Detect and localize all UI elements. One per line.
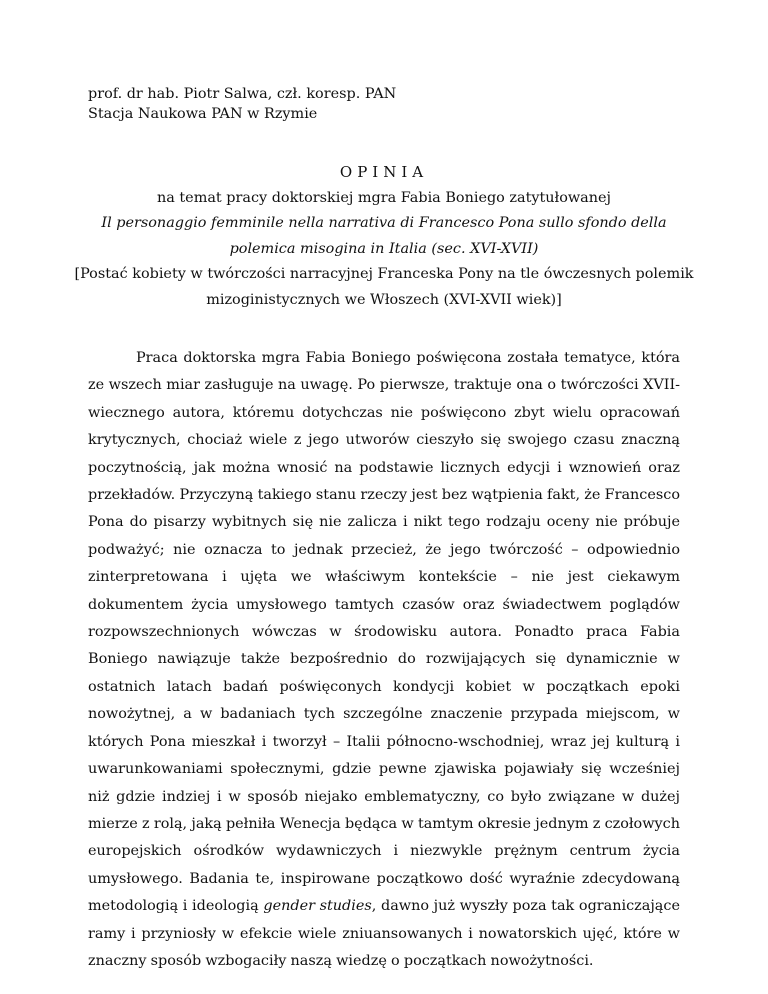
paragraph-text-start: Praca doktorska mgra Fabia Boniego poświęcona została tematyce, która ze wszech miar zasługuje na uwagę. Po pierwsze, traktuje ona o twórczości XVII-wiecznego autora, któremu dotychczas nie poświęcono zbyt wielu opracowań krytycznych, chociaż wiele z jego utworów cieszyło się swojego czasu znaczną poczytnością, jak można wnosić na podstawie licznych edycji i wznowień oraz przekładów. Przyczyną takiego stanu rzeczy jest bez wątpienia fakt, że Francesco Pona do pisarzy wybitnych się nie zalicza i nikt tego rodzaju oceny nie próbuje podważyć; nie oznacza to jednak przecież, że jego twórczość – odpowiednio zinterpretowana i ujęta we właściwym kontekście – nie jest ciekawym dokumentem życia umysłowego tamtych czasów oraz świadectwem poglądów rozpowszechnionych wówczas w środowisku autora. Ponadto praca Fabia Boniego nawiązuje także bezpośrednio do rozwijających się dynamicznie w ostatnich latach badań poświęconych kondycji kobiet w początkach epoki nowożytnej, a w badaniach tych szczególne znaczenie przypada miejscom, w których Pona mieszkał i tworzył – Italii północno-wschodniej, wraz jej kulturą i uwarunkowaniami społecznymi, gdzie pewne zjawiska pojawiały się wcześniej niż gdzie indziej i w sposób niejako emblematyczny, co było związane w dużej mierze z rolą, jaką pełniła Wenecja będąca w tamtym okresie jednym z czołowych europejskich ośrodków wydawniczych i niezwykle prężnym centrum życia umysłowego. Badania te, inspirowane początkowo dość wyraźnie zdecydowaną metodologią i ideologią (88, 350, 680, 915)
document-subtitle: na temat pracy doktorskiej mgra Fabia Boniego zatytułowanej (156, 189, 612, 206)
document-heading: OPINIA (339, 163, 429, 181)
polish-thesis-title: [Postać kobiety w twórczości narracyjnej Franceska Pony na tle ówczesnych polemik mizoginistycznych we Włoszech (XVI-XVII wiek)] (74, 266, 694, 308)
author-line: prof. dr hab. Piotr Salwa, czł. koresp. PAN (88, 86, 397, 102)
title-block (70, 160, 698, 313)
paragraph-text-end: , dawno już wyszły poza tak ograniczające ramy i przyniosły w efekcie wiele zniuansowanych i nowatorskich ujęć, które w znaczny sposób wzbogaciły naszą wiedzę o początkach nowożytności. (88, 898, 680, 969)
author-block (88, 84, 396, 124)
body-paragraph (88, 345, 680, 975)
paragraph-emphasis: gender studies (263, 898, 372, 915)
italian-thesis-title: Il personaggio femminile nella narrativa di Francesco Pona sullo sfondo della polemica misogina in Italia (sec. XVI-XVII) (101, 215, 667, 257)
institution-line: Stacja Naukowa PAN w Rzymie (88, 106, 318, 122)
